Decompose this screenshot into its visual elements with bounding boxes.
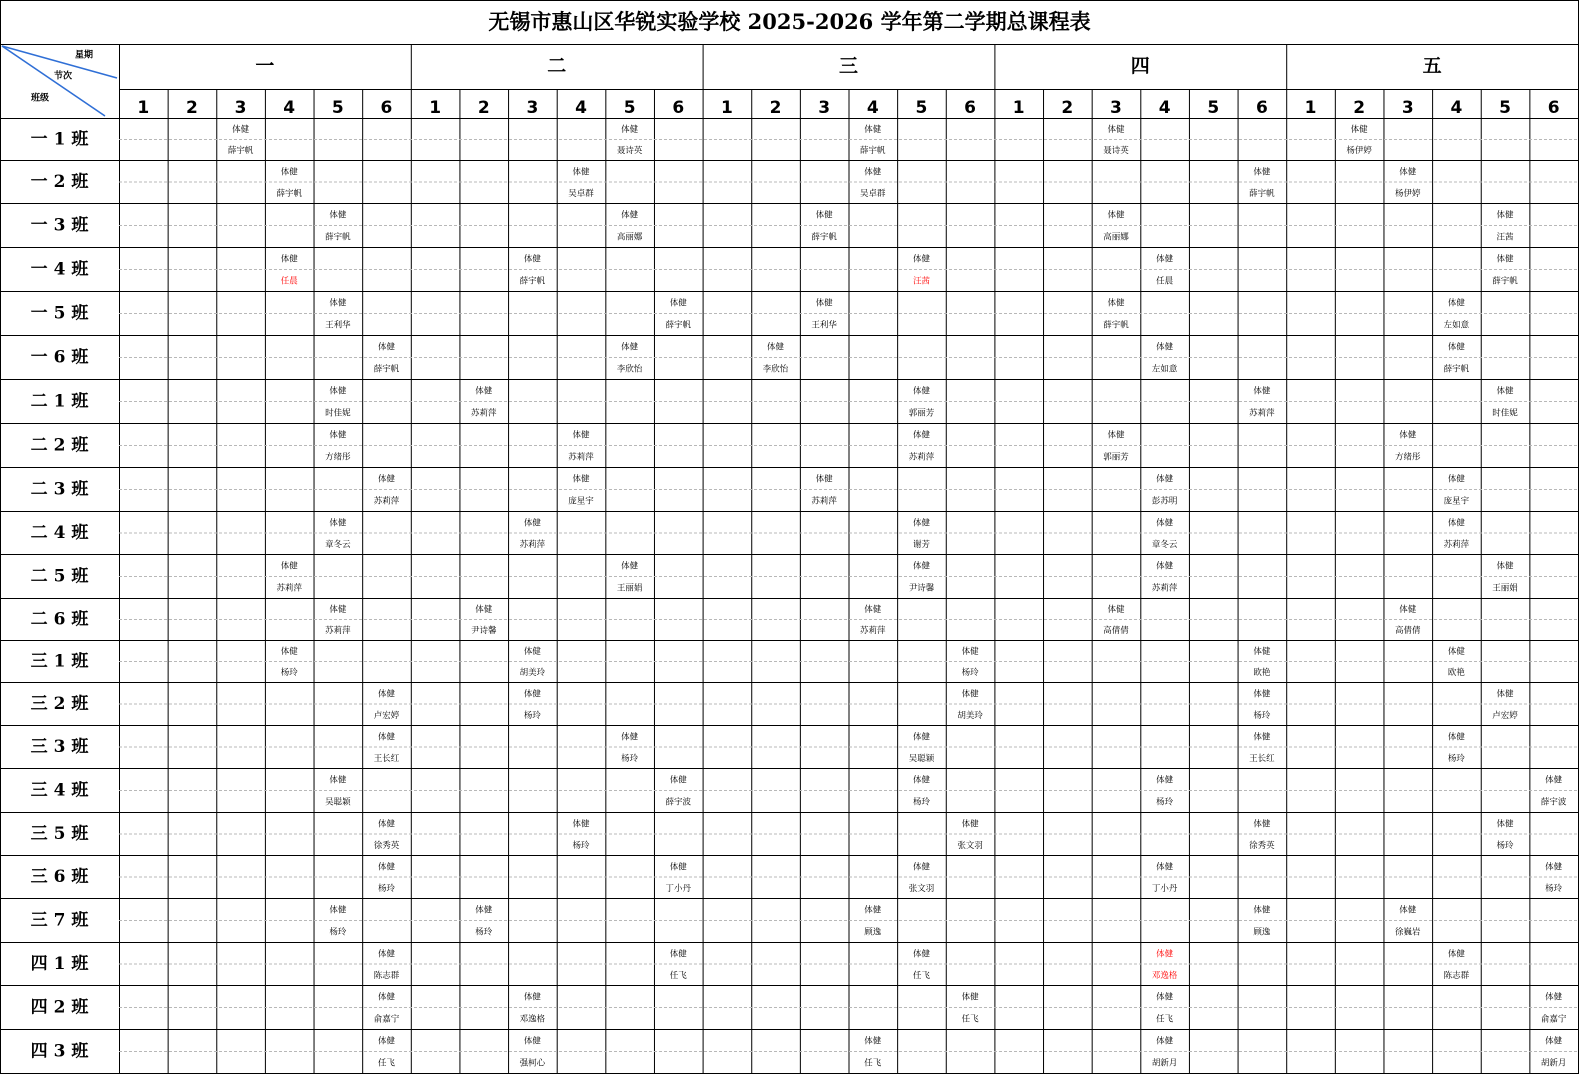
lesson-teacher: 苏莉萍 <box>811 496 837 507</box>
lesson-teacher: 徐巍岩 <box>1395 927 1421 938</box>
lesson-subject: 体健 <box>377 819 395 830</box>
lesson-teacher: 苏莉萍 <box>373 496 400 507</box>
period-header: 3 <box>526 98 539 118</box>
lesson-subject: 体健 <box>864 125 882 135</box>
lesson-subject: 体健 <box>961 992 979 1003</box>
lesson-subject: 体健 <box>961 689 979 700</box>
lesson-subject: 体健 <box>329 605 347 615</box>
lesson-subject: 体健 <box>815 298 833 309</box>
lesson-teacher: 徐秀英 <box>373 840 400 851</box>
lesson-teacher: 胡新月 <box>1151 1058 1178 1069</box>
lesson-teacher: 苏莉萍 <box>519 539 546 550</box>
period-header: 6 <box>672 98 685 118</box>
lesson-teacher: 苏莉萍 <box>276 583 302 594</box>
lesson-subject: 体健 <box>1107 605 1125 615</box>
lesson-teacher: 俞嘉宁 <box>1540 1014 1567 1025</box>
lesson-subject: 体健 <box>1107 125 1125 135</box>
lesson-teacher: 陈志群 <box>373 970 400 981</box>
corner-label-day: 星期 <box>74 50 94 61</box>
lesson-subject: 体健 <box>1496 254 1514 265</box>
lesson-subject: 体健 <box>669 949 687 960</box>
period-header: 1 <box>1012 98 1025 118</box>
class-name: 三 3 班 <box>30 737 89 757</box>
lesson-subject: 体健 <box>572 474 590 485</box>
lesson-teacher: 任飞 <box>669 970 687 981</box>
class-name: 二 6 班 <box>30 609 89 630</box>
lesson-teacher: 苏莉萍 <box>568 452 594 463</box>
period-header: 2 <box>1061 98 1074 118</box>
lesson-teacher: 高倩倩 <box>1395 626 1421 636</box>
lesson-subject: 体健 <box>329 775 347 786</box>
lesson-subject: 体健 <box>1253 905 1271 916</box>
lesson-teacher: 方绪彤 <box>325 452 351 463</box>
lesson-subject: 体健 <box>523 518 541 529</box>
lesson-subject: 体健 <box>1253 732 1271 743</box>
lesson-subject: 体健 <box>767 342 785 353</box>
lesson-teacher: 章冬云 <box>1151 539 1178 550</box>
lesson-subject: 体健 <box>864 605 882 615</box>
class-name: 四 1 班 <box>30 954 89 974</box>
lesson-subject: 体健 <box>912 775 930 786</box>
lesson-subject: 体健 <box>280 254 298 265</box>
lesson-teacher: 王丽娟 <box>1492 583 1518 594</box>
lesson-teacher: 王长红 <box>373 753 400 764</box>
lesson-teacher: 顾逸 <box>1253 927 1271 938</box>
class-name: 三 5 班 <box>30 824 89 844</box>
lesson-subject: 体健 <box>912 949 930 960</box>
lesson-subject: 体健 <box>1107 298 1125 309</box>
period-header: 4 <box>866 98 879 118</box>
period-header: 5 <box>1207 98 1220 118</box>
period-header: 4 <box>1450 98 1463 118</box>
lesson-teacher: 薛宇帆 <box>373 364 400 375</box>
lesson-subject: 体健 <box>1156 254 1174 265</box>
lesson-subject: 体健 <box>1156 775 1174 786</box>
lesson-subject: 体健 <box>864 1036 882 1047</box>
lesson-teacher: 薛宇帆 <box>325 232 351 243</box>
lesson-subject: 体健 <box>377 862 395 873</box>
lesson-subject: 体健 <box>329 518 347 529</box>
period-header: 4 <box>575 98 587 118</box>
lesson-subject: 体健 <box>1447 732 1465 743</box>
lesson-subject: 体健 <box>912 386 930 397</box>
lesson-teacher: 苏莉萍 <box>325 626 351 636</box>
lesson-teacher: 左如意 <box>1151 364 1178 375</box>
lesson-teacher: 王长红 <box>1249 753 1275 764</box>
lesson-subject: 体健 <box>1447 298 1465 309</box>
lesson-subject: 体健 <box>1107 430 1125 441</box>
lesson-teacher: 杨玲 <box>912 797 930 808</box>
lesson-subject: 体健 <box>1156 561 1174 572</box>
period-header: 1 <box>429 98 442 118</box>
lesson-teacher: 李欣怡 <box>616 364 643 375</box>
lesson-teacher: 时佳妮 <box>1492 408 1518 419</box>
lesson-teacher: 王利华 <box>811 320 837 331</box>
period-header: 5 <box>1499 98 1511 118</box>
lesson-teacher: 彭苏明 <box>1151 496 1178 507</box>
lesson-teacher: 胡美玲 <box>957 710 983 721</box>
lesson-subject: 体健 <box>1156 862 1174 873</box>
lesson-subject: 体健 <box>864 905 882 916</box>
period-header: 4 <box>283 98 296 118</box>
lesson-subject: 体健 <box>475 905 493 916</box>
lesson-teacher: 薛宇帆 <box>276 188 302 199</box>
lesson-subject: 体健 <box>1253 647 1271 657</box>
lesson-teacher: 杨玲 <box>1253 710 1271 721</box>
lesson-teacher: 张文羽 <box>957 840 983 851</box>
lesson-teacher: 卢宏婷 <box>1492 710 1518 721</box>
table-border <box>1 1 1579 1074</box>
lesson-subject: 体健 <box>1545 862 1563 873</box>
period-header: 6 <box>380 98 393 118</box>
lesson-subject: 体健 <box>912 561 930 572</box>
lesson-subject: 体健 <box>815 210 833 221</box>
lesson-subject: 体健 <box>377 1036 395 1047</box>
lesson-subject: 体健 <box>1156 518 1174 529</box>
lesson-teacher: 张文羽 <box>908 883 935 894</box>
lesson-teacher: 徐秀英 <box>1249 840 1275 851</box>
lesson-teacher: 汪茜 <box>912 276 930 287</box>
lesson-teacher: 杨玲 <box>1447 753 1465 764</box>
lesson-subject: 体健 <box>621 732 639 743</box>
lesson-teacher: 陈志群 <box>1443 970 1470 981</box>
lesson-subject: 体健 <box>1253 689 1271 700</box>
lesson-teacher: 章冬云 <box>325 539 351 550</box>
lesson-teacher: 任飞 <box>1156 1014 1174 1025</box>
lesson-teacher: 任晨 <box>280 276 298 287</box>
lesson-teacher: 杨玲 <box>1545 883 1563 894</box>
lesson-teacher: 时佳妮 <box>325 408 351 419</box>
lesson-teacher: 薛宇帆 <box>1249 188 1275 199</box>
class-name: 一 1 班 <box>30 129 89 150</box>
lesson-teacher: 薛宇帆 <box>227 146 254 156</box>
lesson-teacher: 杨玲 <box>475 927 493 938</box>
lesson-subject: 体健 <box>912 254 930 265</box>
period-header: 6 <box>1255 98 1268 118</box>
lesson-subject: 体健 <box>621 125 639 135</box>
lesson-teacher: 杨玲 <box>621 753 639 764</box>
day-header: 五 <box>1422 55 1442 77</box>
period-header: 2 <box>769 98 782 118</box>
lesson-teacher: 高丽娜 <box>1103 232 1129 243</box>
lesson-subject: 体健 <box>1107 210 1125 221</box>
lesson-subject: 体健 <box>1447 647 1465 657</box>
lesson-subject: 体健 <box>377 474 395 485</box>
lesson-subject: 体健 <box>377 732 395 743</box>
lesson-teacher: 杨玲 <box>523 710 541 721</box>
lesson-teacher: 薛宇帆 <box>1103 320 1129 331</box>
lesson-teacher: 任飞 <box>912 970 930 981</box>
class-name: 二 2 班 <box>30 435 89 456</box>
lesson-subject: 体健 <box>1156 474 1174 485</box>
class-name: 一 4 班 <box>30 259 89 280</box>
lesson-subject: 体健 <box>280 647 298 657</box>
lesson-teacher: 胡美玲 <box>519 668 546 678</box>
lesson-teacher: 苏莉萍 <box>470 408 497 419</box>
class-name: 三 1 班 <box>30 651 89 672</box>
lesson-teacher: 任晨 <box>1156 276 1174 287</box>
lesson-teacher: 薛宇帆 <box>519 276 546 287</box>
lesson-teacher: 丁小丹 <box>1151 883 1178 894</box>
class-name: 一 2 班 <box>30 172 89 192</box>
lesson-subject: 体健 <box>1447 949 1465 960</box>
period-header: 3 <box>1401 98 1414 118</box>
lesson-subject: 体健 <box>912 732 930 743</box>
day-header: 四 <box>1130 55 1150 77</box>
lesson-subject: 体健 <box>523 647 541 657</box>
lesson-teacher: 苏莉萍 <box>860 626 886 636</box>
lesson-subject: 体健 <box>572 819 590 830</box>
lesson-teacher: 丁小丹 <box>665 883 692 894</box>
day-header: 二 <box>547 55 567 77</box>
class-name: 二 1 班 <box>30 391 89 412</box>
lesson-teacher: 聂诗英 <box>616 146 643 156</box>
lesson-subject: 体健 <box>377 992 395 1003</box>
period-header: 1 <box>720 98 733 118</box>
lesson-subject: 体健 <box>280 167 298 178</box>
period-header: 2 <box>186 98 198 118</box>
lesson-teacher: 方绪彤 <box>1395 452 1421 463</box>
lesson-teacher: 薛宇波 <box>1540 797 1567 808</box>
class-name: 二 3 班 <box>30 479 89 500</box>
period-header: 5 <box>331 98 344 118</box>
lesson-subject: 体健 <box>961 647 979 657</box>
lesson-teacher: 强柯心 <box>519 1058 546 1069</box>
lesson-teacher: 庞星宇 <box>1443 496 1470 507</box>
lesson-subject: 体健 <box>1399 905 1417 916</box>
lesson-teacher: 薛宇帆 <box>1443 364 1470 375</box>
lesson-subject: 体健 <box>1253 167 1271 178</box>
period-header: 3 <box>818 98 831 118</box>
page-title: 无锡市惠山区华锐实验学校 2025-2026 学年第二学期总课程表 <box>488 9 1091 34</box>
lesson-teacher: 卢宏婷 <box>373 710 400 721</box>
lesson-subject: 体健 <box>864 167 882 178</box>
lesson-teacher: 薛宇帆 <box>1492 276 1518 287</box>
lesson-subject: 体健 <box>523 992 541 1003</box>
lesson-teacher: 苏莉萍 <box>1151 583 1178 594</box>
period-header: 2 <box>1353 98 1366 118</box>
lesson-subject: 体健 <box>475 386 493 397</box>
lesson-subject: 体健 <box>912 518 930 529</box>
lesson-teacher: 聂诗英 <box>1103 146 1129 156</box>
day-header: 一 <box>255 55 275 77</box>
lesson-teacher: 杨玲 <box>572 840 590 851</box>
lesson-teacher: 苏莉萍 <box>1249 408 1275 419</box>
lesson-teacher: 欧艳 <box>1447 668 1465 678</box>
lesson-teacher: 杨玲 <box>280 668 298 678</box>
lesson-teacher: 李欣怡 <box>762 364 789 375</box>
period-header: 1 <box>137 98 150 118</box>
lesson-teacher: 薛宇帆 <box>811 232 837 243</box>
lesson-teacher: 杨玲 <box>961 668 979 678</box>
class-name: 二 5 班 <box>30 566 89 587</box>
lesson-subject: 体健 <box>232 125 250 135</box>
class-name: 一 6 班 <box>30 347 89 368</box>
lesson-subject: 体健 <box>621 210 639 221</box>
lesson-subject: 体健 <box>329 210 347 221</box>
lesson-subject: 体健 <box>572 167 590 178</box>
lesson-subject: 体健 <box>1545 775 1563 786</box>
lesson-teacher: 邓逸格 <box>519 1014 546 1025</box>
lesson-teacher: 顾逸 <box>864 927 882 938</box>
lesson-teacher: 任飞 <box>864 1058 882 1069</box>
lesson-subject: 体健 <box>1156 992 1174 1003</box>
lesson-teacher: 吴卓群 <box>568 188 594 199</box>
corner-label-class: 班级 <box>30 93 50 104</box>
period-header: 5 <box>623 98 636 118</box>
lesson-teacher: 王利华 <box>325 320 351 331</box>
period-header: 3 <box>234 98 247 118</box>
period-header: 4 <box>1158 98 1171 118</box>
lesson-teacher: 苏莉萍 <box>908 452 935 463</box>
lesson-subject: 体健 <box>280 561 298 572</box>
lesson-teacher: 吴卓群 <box>860 188 886 199</box>
lesson-subject: 体健 <box>1156 1036 1174 1047</box>
lesson-subject: 体健 <box>1496 561 1514 572</box>
lesson-subject: 体健 <box>377 949 395 960</box>
lesson-teacher: 高倩倩 <box>1103 626 1129 636</box>
lesson-subject: 体健 <box>523 1036 541 1047</box>
lesson-teacher: 庞星宇 <box>568 496 594 507</box>
lesson-subject: 体健 <box>912 430 930 441</box>
lesson-subject: 体健 <box>329 905 347 916</box>
lesson-subject: 体健 <box>1253 386 1271 397</box>
lesson-subject: 体健 <box>329 298 347 309</box>
class-name: 三 4 班 <box>30 780 89 801</box>
lesson-teacher: 杨玲 <box>1156 797 1174 808</box>
lesson-subject: 体健 <box>475 605 493 615</box>
lesson-teacher: 俞嘉宁 <box>373 1014 400 1025</box>
lesson-subject: 体健 <box>329 386 347 397</box>
lesson-subject: 体健 <box>1545 1036 1563 1047</box>
lesson-teacher: 左如意 <box>1443 320 1470 331</box>
lesson-teacher: 吴聪颖 <box>908 753 935 764</box>
period-header: 5 <box>915 98 928 118</box>
lesson-subject: 体健 <box>523 254 541 265</box>
class-name: 四 3 班 <box>30 1041 89 1062</box>
class-name: 二 4 班 <box>30 523 89 543</box>
lesson-subject: 体健 <box>523 689 541 700</box>
lesson-subject: 体健 <box>1399 167 1417 178</box>
lesson-teacher: 谢芳 <box>912 539 930 550</box>
period-header: 6 <box>964 98 977 118</box>
lesson-teacher: 杨伊婷 <box>1346 146 1372 156</box>
lesson-teacher: 欧艳 <box>1253 668 1271 678</box>
lesson-teacher: 尹诗馨 <box>908 583 935 594</box>
lesson-subject: 体健 <box>1399 605 1417 615</box>
lesson-subject: 体健 <box>377 689 395 700</box>
lesson-subject: 体健 <box>1350 125 1368 135</box>
lesson-subject: 体健 <box>1253 819 1271 830</box>
lesson-teacher: 任飞 <box>377 1058 395 1069</box>
corner-label-period: 节次 <box>53 71 73 82</box>
lesson-subject: 体健 <box>1447 518 1465 529</box>
lesson-teacher: 邓逸格 <box>1151 970 1178 981</box>
lesson-subject: 体健 <box>1447 342 1465 353</box>
lesson-subject: 体健 <box>621 342 639 353</box>
lesson-teacher: 薛宇帆 <box>665 320 692 331</box>
class-name: 三 2 班 <box>30 694 89 714</box>
period-header: 1 <box>1304 98 1317 118</box>
lesson-subject: 体健 <box>1447 474 1465 485</box>
lesson-subject: 体健 <box>1156 949 1174 960</box>
lesson-subject: 体健 <box>961 819 979 830</box>
lesson-subject: 体健 <box>1399 430 1417 441</box>
lesson-teacher: 苏莉萍 <box>1443 539 1470 550</box>
lesson-subject: 体健 <box>912 862 930 873</box>
class-name: 一 3 班 <box>30 215 89 236</box>
lesson-teacher: 任飞 <box>961 1014 979 1025</box>
period-header: 3 <box>1110 98 1122 118</box>
period-header: 2 <box>477 98 490 118</box>
lesson-subject: 体健 <box>621 561 639 572</box>
lesson-subject: 体健 <box>572 430 590 441</box>
lesson-subject: 体健 <box>669 298 687 309</box>
lesson-teacher: 高丽娜 <box>616 232 643 243</box>
lesson-teacher: 薛宇波 <box>665 797 692 808</box>
day-header: 三 <box>838 55 859 77</box>
lesson-teacher: 胡新月 <box>1540 1058 1567 1069</box>
lesson-teacher: 尹诗馨 <box>470 626 497 636</box>
period-header: 6 <box>1547 98 1560 118</box>
class-name: 三 6 班 <box>30 867 89 887</box>
lesson-teacher: 郭丽芳 <box>908 408 935 419</box>
lesson-subject: 体健 <box>1496 819 1514 830</box>
lesson-teacher: 杨玲 <box>1496 840 1514 851</box>
lesson-subject: 体健 <box>1156 342 1174 353</box>
lesson-teacher: 杨玲 <box>377 883 395 894</box>
lesson-teacher: 吴聪颖 <box>325 797 351 808</box>
lesson-teacher: 王丽娟 <box>616 583 643 594</box>
class-name: 三 7 班 <box>30 910 89 931</box>
lesson-subject: 体健 <box>1545 992 1563 1003</box>
lesson-teacher: 杨伊婷 <box>1395 188 1421 199</box>
lesson-subject: 体健 <box>1496 689 1514 700</box>
lesson-teacher: 杨玲 <box>329 927 347 938</box>
lesson-subject: 体健 <box>1496 210 1514 221</box>
lesson-subject: 体健 <box>669 775 687 786</box>
lesson-subject: 体健 <box>1496 386 1514 397</box>
lesson-subject: 体健 <box>329 430 347 441</box>
lesson-teacher: 郭丽芳 <box>1103 452 1129 463</box>
class-name: 四 2 班 <box>30 997 89 1018</box>
lesson-teacher: 汪茜 <box>1496 232 1514 243</box>
lesson-teacher: 薛宇帆 <box>860 146 886 156</box>
class-name: 一 5 班 <box>30 303 89 324</box>
lesson-subject: 体健 <box>377 342 395 353</box>
lesson-subject: 体健 <box>669 862 687 873</box>
lesson-subject: 体健 <box>815 474 833 485</box>
